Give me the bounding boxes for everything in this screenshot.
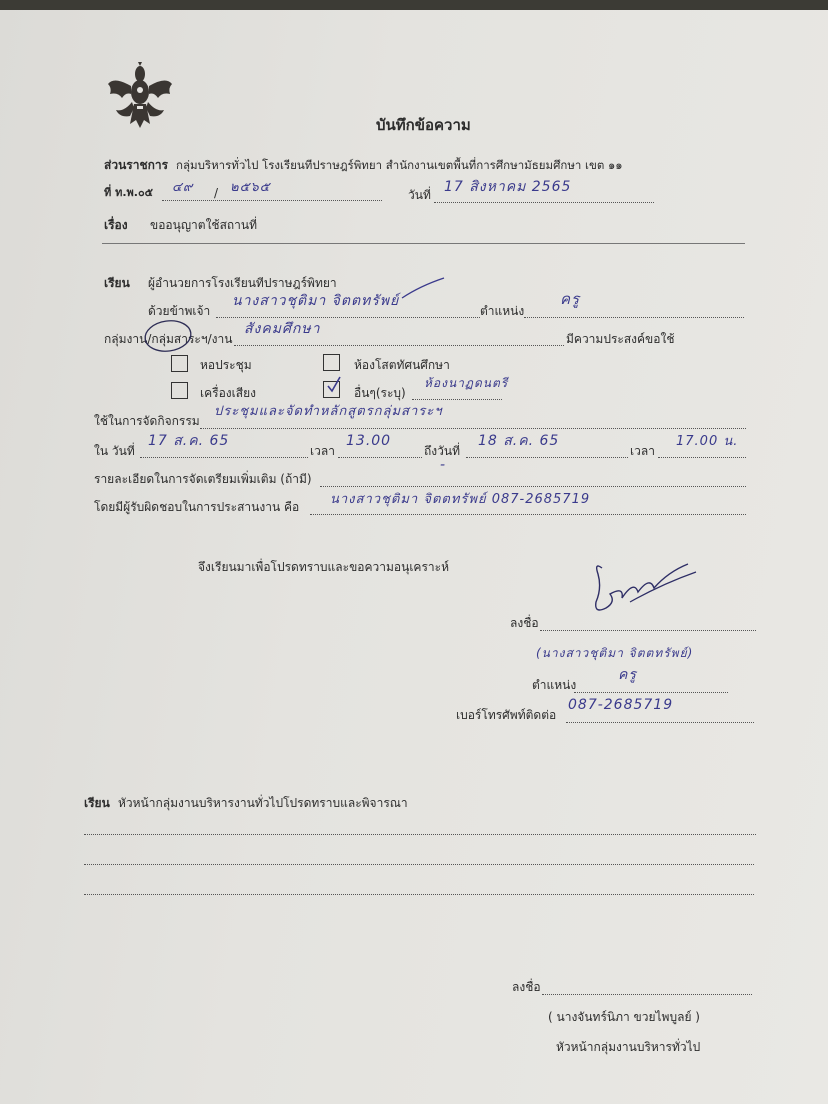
approval-position: หัวหน้ากลุ่มงานบริหารทั่วไป (556, 1040, 701, 1054)
ref-year: ๒๕๖๕ (230, 180, 271, 195)
approval-to-label: เรียน (84, 796, 110, 810)
to-date-label: ถึงวันที่ (424, 444, 460, 458)
position-dotted-line (524, 317, 744, 318)
to-label: เรียน (104, 276, 130, 290)
to-time-label: เวลา (630, 444, 655, 458)
group-dotted-line (234, 345, 564, 346)
by-value: นางสาวชุติมา จิตตทรัพย์ (232, 293, 400, 309)
to-time-dotted-line (658, 457, 746, 458)
detail-label: รายละเอียดในการจัดเตรียมเพิ่มเติม (ถ้ามี) (94, 472, 312, 486)
detail-dotted-line (320, 486, 746, 487)
option-label-other: อื่นๆ(ระบุ) (354, 386, 406, 400)
signer-sign-label: ลงชื่อ (510, 616, 539, 630)
activity-value: ประชุมและจัดทำหลักสูตรกลุ่มสาระฯ (214, 404, 443, 419)
agency-value: กลุ่มบริหารทั่วไป โรงเรียนทีปราษฎร์พิทยา สำนักงานเขตพื้นที่การศึกษามัธยมศึกษา เขต ๑๑ (176, 158, 623, 172)
to-date-dotted-line (466, 457, 628, 458)
signer-position-dotted-line (574, 692, 728, 693)
approval-sign-dotted-line (542, 994, 752, 995)
approval-line-1 (84, 834, 756, 835)
by-dotted-line (216, 317, 480, 318)
option-label-av-room: ห้องโสตทัศนศึกษา (354, 358, 450, 372)
closing-text: จึงเรียนมาเพื่อโปรดทราบและขอความอนุเคราะห์ (198, 560, 449, 574)
option-label-auditorium: หอประชุม (200, 358, 252, 372)
option-other-value: ห้องนาฏดนตรี (424, 376, 509, 390)
subject-label: เรื่อง (104, 218, 128, 232)
from-time-value: 13.00 (346, 433, 392, 449)
from-date-label: ใน วันที่ (94, 444, 135, 458)
to-time-value: 17.00 น. (676, 434, 739, 449)
option-checkbox-auditorium[interactable] (171, 355, 188, 372)
garuda-emblem-icon (104, 62, 176, 130)
ref-label: ที่ ท.พ.๐๕ (104, 186, 153, 199)
signature-mark (592, 558, 700, 634)
signer-name: (นางสาวชุติมา จิตตทรัพย์) (536, 646, 694, 660)
purpose-label: มีความประสงค์ขอใช้ (566, 332, 675, 346)
approval-name: ( นางจันทร์นิภา ขวยไพบูลย์ ) (548, 1010, 700, 1024)
subject-divider (102, 243, 745, 244)
position-label: ตำแหน่ง (480, 304, 525, 318)
check-mark-icon (323, 374, 345, 396)
position-value: ครู (560, 290, 581, 308)
ref-number: ๔๙ (172, 180, 194, 195)
option-label-sound: เครื่องเสียง (200, 386, 256, 400)
agency-label: ส่วนราชการ (104, 158, 169, 172)
option-checkbox-sound[interactable] (171, 382, 188, 399)
approval-line-2 (84, 864, 754, 865)
memo-paper (0, 10, 828, 1104)
detail-value: - (440, 457, 447, 473)
from-time-label: เวลา (310, 444, 335, 458)
memo-title: บันทึกข้อความ (376, 116, 471, 134)
other-dotted-line (412, 399, 502, 400)
approval-line-3 (84, 894, 754, 895)
to-value: ผู้อำนวยการโรงเรียนทีปราษฎร์พิทยา (148, 276, 337, 290)
to-date-value: 18 ส.ค. 65 (478, 433, 560, 449)
option-checkbox-av-room[interactable] (323, 354, 340, 371)
activity-label: ใช้ในการจัดกิจกรรม (94, 414, 200, 428)
group-circle-mark (142, 318, 194, 354)
subject-value: ขออนุญาตใช้สถานที่ (150, 218, 258, 232)
date-label: วันที่ (408, 188, 431, 202)
by-label: ด้วยข้าพเจ้า (148, 304, 211, 318)
approval-sign-label: ลงชื่อ (512, 980, 541, 994)
date-dotted-line (434, 202, 654, 203)
signer-position-label: ตำแหน่ง (532, 678, 577, 692)
signer-phone-label: เบอร์โทรศัพท์ติดต่อ (456, 708, 557, 722)
coord-label: โดยมีผู้รับผิดชอบในการประสานงาน คือ (94, 500, 300, 514)
signer-position-value: ครู (618, 667, 637, 683)
coord-dotted-line (310, 514, 746, 515)
signer-sign-dotted-line (540, 630, 756, 631)
approval-to-value: หัวหน้ากลุ่มงานบริหารงานทั่วไปโปรดทราบและพิจารณา (118, 796, 408, 810)
activity-dotted-line (200, 428, 746, 429)
from-date-dotted-line (140, 457, 308, 458)
coord-value: นางสาวชุติมา จิตตทรัพย์ 087-2685719 (330, 492, 591, 507)
signer-phone-value: 087-2685719 (568, 697, 674, 713)
group-value: สังคมศึกษา (244, 321, 321, 337)
ref-dotted-line (162, 200, 382, 201)
ref-slash: / (214, 186, 219, 200)
group-label: กลุ่มงาน/กลุ่มสาระฯ/งาน (104, 332, 233, 346)
from-date-value: 17 ส.ค. 65 (148, 433, 230, 449)
date-value: 17 สิงหาคม 2565 (444, 179, 572, 195)
signer-phone-dotted-line (566, 722, 754, 723)
from-time-dotted-line (338, 457, 422, 458)
by-flourish (400, 276, 448, 302)
